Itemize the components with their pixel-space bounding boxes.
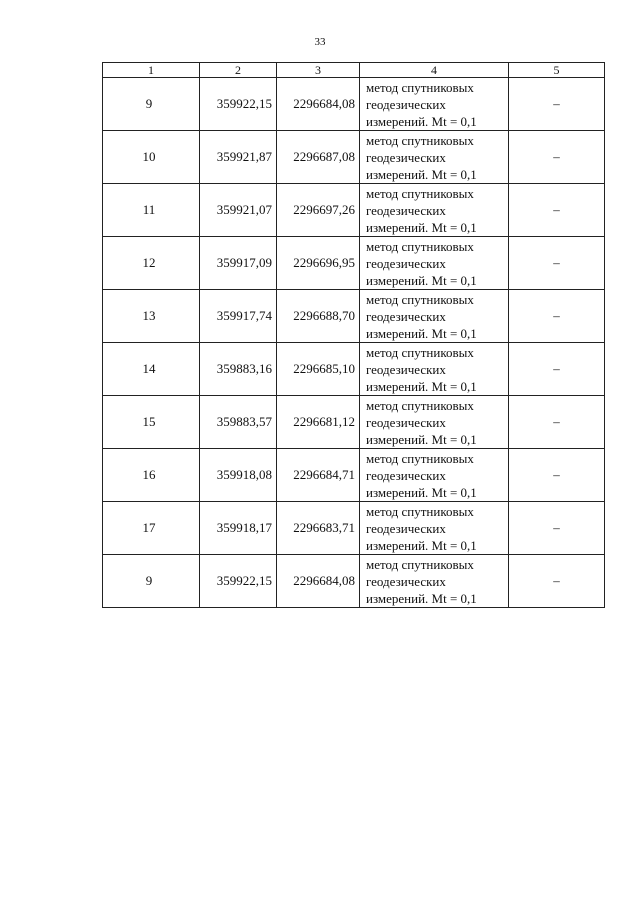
note-dash: – [553,255,560,270]
note-cell [509,396,605,449]
method-text-line: геодезических [366,255,446,271]
table-row [103,290,605,343]
note-cell [509,343,605,396]
method-text-line: метод спутниковых [366,503,474,519]
method-cell [360,237,509,290]
method-text-line: измерений. Mt = 0,1 [366,537,477,553]
method-cell [360,78,509,131]
note-cell [509,184,605,237]
column-header-5: 5 [509,63,605,78]
point-number-cell: 12 [103,237,200,290]
method-text-line: измерений. Mt = 0,1 [366,325,477,341]
point-number-cell: 16 [103,449,200,502]
y-coordinate-cell: 2296684,08 [277,555,360,608]
note-cell [509,131,605,184]
method-text-line: измерений. Mt = 0,1 [366,219,477,235]
note-dash: – [553,202,560,217]
point-number-cell: 9 [103,555,200,608]
note-dash: – [553,467,560,482]
x-coordinate-cell: 359922,15 [200,555,277,608]
table-row [103,237,605,290]
point-number-cell: 9 [103,78,200,131]
column-header-1: 1 [103,63,200,78]
method-text-line: метод спутниковых [366,185,474,201]
table-header-row [103,63,605,78]
note-dash: – [553,573,560,588]
method-text-line: геодезических [366,149,446,165]
table-row [103,343,605,396]
method-text-line: метод спутниковых [366,344,474,360]
note-cell [509,290,605,343]
y-coordinate-cell: 2296688,70 [277,290,360,343]
method-text-line: геодезических [366,96,446,112]
note-dash: – [553,520,560,535]
method-text-line: измерений. Mt = 0,1 [366,378,477,394]
note-dash: – [553,149,560,164]
table-row [103,131,605,184]
method-text-line: метод спутниковых [366,291,474,307]
x-coordinate-cell: 359883,57 [200,396,277,449]
y-coordinate-cell: 2296681,12 [277,396,360,449]
y-coordinate-cell: 2296697,26 [277,184,360,237]
x-coordinate-cell: 359917,09 [200,237,277,290]
y-coordinate-cell: 2296684,71 [277,449,360,502]
method-text-line: измерений. Mt = 0,1 [366,272,477,288]
method-cell [360,555,509,608]
method-text-line: измерений. Mt = 0,1 [366,166,477,182]
y-coordinate-cell: 2296696,95 [277,237,360,290]
method-text-line: метод спутниковых [366,132,474,148]
note-cell [509,555,605,608]
method-cell [360,184,509,237]
x-coordinate-cell: 359918,08 [200,449,277,502]
method-text-line: геодезических [366,202,446,218]
method-text-line: измерений. Mt = 0,1 [366,590,477,606]
method-text-line: геодезических [366,520,446,536]
note-cell [509,502,605,555]
note-dash: – [553,96,560,111]
table-row [103,502,605,555]
note-dash: – [553,414,560,429]
method-text-line: метод спутниковых [366,79,474,95]
x-coordinate-cell: 359922,15 [200,78,277,131]
table-row [103,78,605,131]
y-coordinate-cell: 2296684,08 [277,78,360,131]
x-coordinate-cell: 359883,16 [200,343,277,396]
note-dash: – [553,308,560,323]
note-cell [509,237,605,290]
method-cell [360,502,509,555]
table-row [103,184,605,237]
y-coordinate-cell: 2296685,10 [277,343,360,396]
y-coordinate-cell: 2296683,71 [277,502,360,555]
x-coordinate-cell: 359921,87 [200,131,277,184]
point-number-cell: 13 [103,290,200,343]
method-text-line: метод спутниковых [366,397,474,413]
note-cell [509,78,605,131]
note-dash: – [553,361,560,376]
note-cell [509,449,605,502]
method-text-line: измерений. Mt = 0,1 [366,484,477,500]
method-cell [360,343,509,396]
method-cell [360,396,509,449]
x-coordinate-cell: 359921,07 [200,184,277,237]
method-cell [360,290,509,343]
method-text-line: геодезических [366,308,446,324]
x-coordinate-cell: 359918,17 [200,502,277,555]
point-number-cell: 14 [103,343,200,396]
x-coordinate-cell: 359917,74 [200,290,277,343]
method-text-line: метод спутниковых [366,450,474,466]
point-number-cell: 17 [103,502,200,555]
method-text-line: метод спутниковых [366,556,474,572]
method-text-line: геодезических [366,573,446,589]
table-row [103,449,605,502]
method-cell [360,131,509,184]
column-header-2: 2 [200,63,277,78]
point-number-cell: 10 [103,131,200,184]
point-number-cell: 15 [103,396,200,449]
method-text-line: измерений. Mt = 0,1 [366,113,477,129]
y-coordinate-cell: 2296687,08 [277,131,360,184]
method-text-line: метод спутниковых [366,238,474,254]
method-text-line: геодезических [366,467,446,483]
page-number: 33 [314,36,326,48]
point-number-cell: 11 [103,184,200,237]
table-row [103,555,605,608]
method-text-line: измерений. Mt = 0,1 [366,431,477,447]
method-cell [360,449,509,502]
table-row [103,396,605,449]
method-text-line: геодезических [366,361,446,377]
column-header-3: 3 [277,63,360,78]
method-text-line: геодезических [366,414,446,430]
column-header-4: 4 [360,63,509,78]
coordinates-table [102,62,605,608]
